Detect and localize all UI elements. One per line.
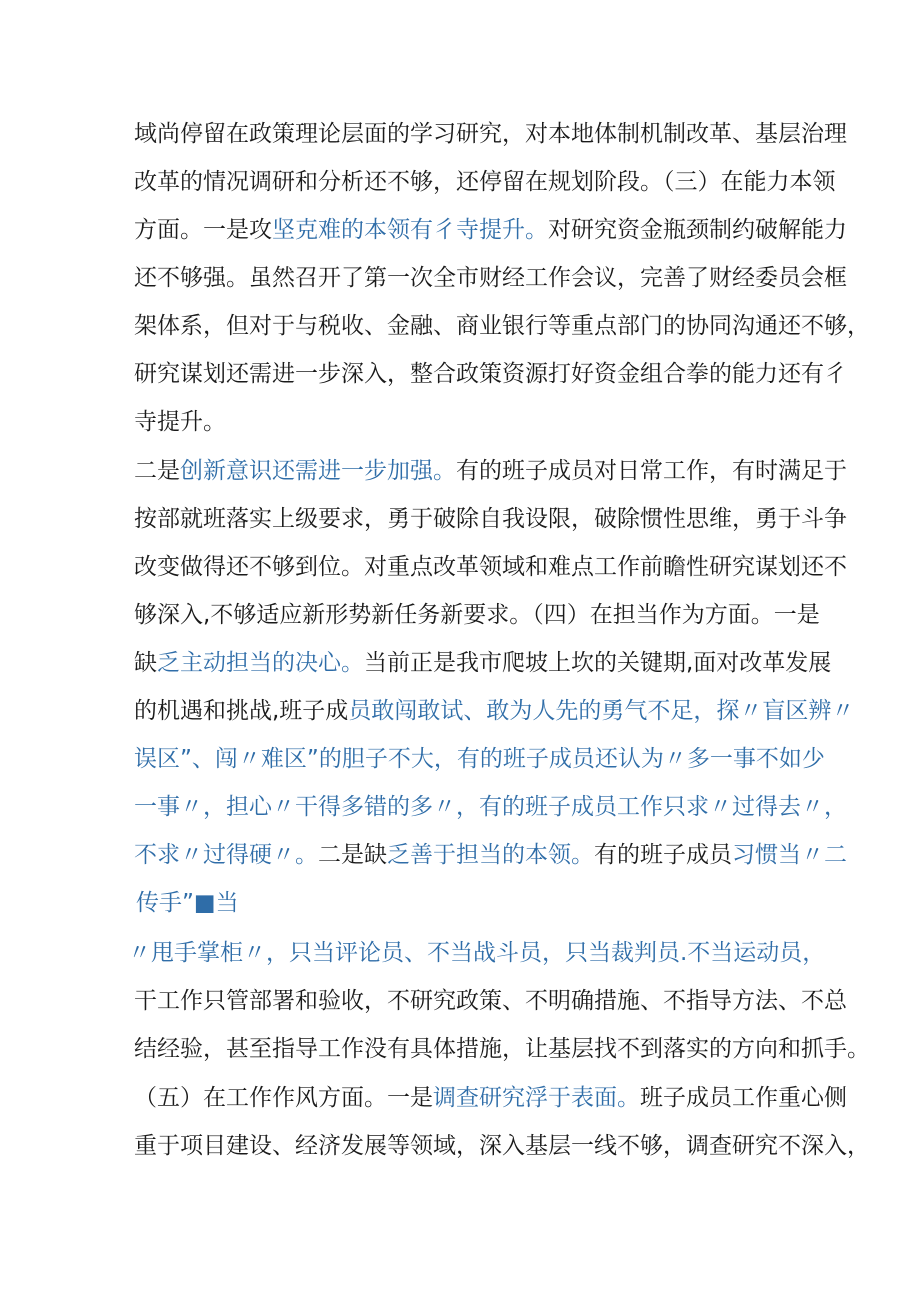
body-text-segment: 改革的情况调研和分析还不够，还停留在规划阶段。（三）在能力本领 [134, 169, 836, 195]
text-line [134, 497, 847, 541]
highlighted-text: 创新意识还需进一步加强。 [180, 458, 456, 484]
text-line [134, 256, 847, 300]
body-text-segment: 方面。一是攻 [134, 217, 272, 243]
body-text-segment: 缺 [134, 650, 157, 676]
text-line [134, 979, 847, 1023]
body-text-segment: 改变做得还不够到位。对重点改革领域和难点工作前瞻性研究谋划还不 [134, 554, 847, 580]
text-line [134, 112, 847, 156]
highlighted-text: 一事〃，担心〃干得多错的多〃，有的班子成员工作只求〃过得去〃， [134, 794, 847, 820]
text-line [134, 160, 836, 204]
body-text-segment: 的机遇和挑战,班子成 [134, 698, 349, 724]
text-line [134, 208, 847, 252]
text-line [134, 1027, 870, 1071]
body-text-segment: 域尚停留在政策理论层面的学习研究，对本地体制机制改革、基层治理 [134, 121, 847, 147]
text-line [136, 881, 816, 925]
text-line [134, 1124, 870, 1168]
body-text-segment: 有的班子成员 [594, 842, 732, 868]
highlighted-text: 误区”、闯〃难区”的胆子不大，有的班子成员还认为〃多一事不如少 [134, 746, 825, 772]
text-line [134, 352, 847, 396]
body-text-segment: 干工作只管部署和验收，不研究政策、不明确措施、不指导方法、不总 [134, 988, 847, 1014]
body-text-segment: 有的班子成员对日常工作，有时满足于 [456, 458, 847, 484]
body-text-segment: 够深入,不够适应新形势新任务新要求。（四）在担当作为方面。一是 [134, 602, 820, 628]
body-text-segment: 结经验，甚至指导工作没有具体措施，让基层找不到落实的方向和抓手。 [134, 1036, 870, 1062]
text-line [134, 593, 820, 637]
text-line [134, 641, 832, 685]
body-text-segment: 寺提升。 [134, 409, 226, 435]
highlighted-text: 不求〃过得硬〃。 [134, 842, 318, 868]
text-line [128, 931, 826, 975]
highlighted-text: 〃甩手掌柜〃，只当评论员、不当战斗员，只当裁判员.不当运动员， [128, 940, 826, 966]
text-line [134, 449, 847, 493]
text-line [134, 833, 847, 877]
body-text-segment: 按部就班落实上级要求，勇于破除自我设限，破除惯性思维，勇于斗争 [134, 506, 847, 532]
body-text-segment: 重于项目建设、经济发展等领域，深入基层一线不够，调查研究不深入， [134, 1133, 870, 1159]
text-line [134, 304, 870, 348]
text-line [134, 400, 814, 444]
highlighted-text: 乏主动担当的决心。 [157, 650, 364, 676]
text-line [134, 785, 847, 829]
body-text-segment: 研究谋划还需进一步深入，整合政策资源打好资金组合拳的能力还有彳 [134, 361, 847, 387]
text-line [134, 737, 825, 781]
highlighted-text: 传手”■当 [136, 890, 239, 916]
body-text-segment: 二是 [134, 458, 180, 484]
body-text-segment: 还不够强。虽然召开了第一次全市财经工作会议，完善了财经委员会框 [134, 265, 847, 291]
highlighted-text: 乏善于担当的本领。 [387, 842, 594, 868]
highlighted-text: 习惯当〃二 [732, 842, 847, 868]
highlighted-text: 员敢闯敢试、敢为人先的勇气不足，探〃盲区辨〃 [348, 698, 855, 724]
body-text-segment: 对研究资金瓶颈制约破解能力 [548, 217, 847, 243]
body-text-segment: 班子成员工作重心侧 [640, 1085, 847, 1111]
body-text-segment: 当前正是我市爬坡上坎的关键期,面对改革发展 [364, 650, 832, 676]
body-text-segment: 二是缺 [318, 842, 387, 868]
body-text-segment: 架体系，但对于与税收、金融、商业银行等重点部门的协同沟通还不够， [134, 313, 870, 339]
text-line [134, 1076, 847, 1120]
body-text-segment: （五）在工作作风方面。一是 [134, 1085, 433, 1111]
text-line [134, 689, 855, 733]
text-line [134, 545, 847, 589]
highlighted-text: 坚克难的本领有彳寺提升。 [272, 217, 548, 243]
highlighted-text: 调查研究浮于表面。 [433, 1085, 640, 1111]
